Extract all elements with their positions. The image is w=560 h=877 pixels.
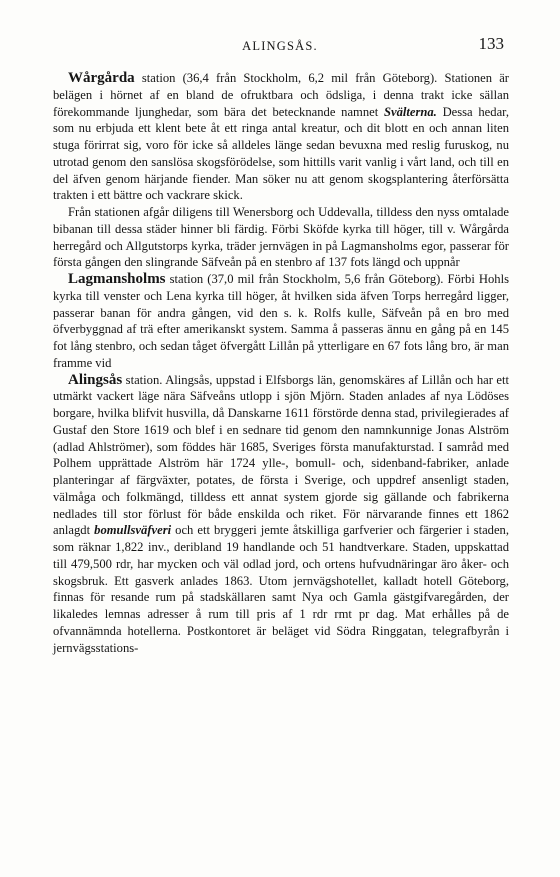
paragraph-text: och ett bryggeri jemte åtskilliga garfverier och färgerier i staden, som räknar 1,822 inv., deribland 19 handlande och 51 handtverkare. Staden, uppskattad till 479,500 rdr, har mycken och väl odlad jord, och ortens hufvudnäringar äro åker- och skogsbruk. Ett gasverk anlades 1863. Utom jernvägshotellet, kalladt hotell Göteborg, finnas för resande rum på stadskällaren samt Nya och Gamla gästgifvaregården, der likaledes lemnas adresser å rum till pris af 1 rdr rmt pr dag. Mat erhålles på de ofvannämnda hotellerna. Postkontoret är beläget vid Södra Ringgatan, telegrafbyrån i jernvägsstations-: [53, 523, 509, 655]
paragraph: [53, 70, 509, 204]
page-number: 133: [478, 34, 504, 53]
paragraph-text: station. Alingsås, uppstad i Elfsborgs län, genomskäres af Lillån och har ett utmärkt vackert läge nära Säfveåns utlopp i sjön Mjörn. Staden anlades af nya Lödöses borgare, hvilka blifvit husvilla, då Danskarne 1611 förstörde denna stad, privilegierades af Gustaf den Store 1619 och blef i en sednare tid genom den namnkunnige Jonas Alström (adlad Ahlströmer), som föddes här 1685, Sveriges första manufakturstad. I samråd med Polhem upprättade Alström här 1724 ylle-, bomull- och, sidenband-fabriker, anlade planteringar af färgväxter, potates, de första i Sverige, och uppdref ansenligt staden, välmåga och folkmängd, tilldess ett annat system gjorde sig gällande och fabrikerna nedlades till stor förlust för både enskilda och riket. För närvarande finnes ett 1862 anlagdt: [53, 372, 509, 538]
paragraph-text: station (36,4 från Stockholm, 6,2 mil från Göteborg). Stationen är belägen i hörnet af en bland de ofruktbara och ödsliga, i denna trakt icke sällan förekommande ljunghedar, som bära det betecknande namnet: [53, 71, 509, 119]
page-body: [53, 70, 509, 656]
station-name: Lagmansholms: [68, 271, 166, 287]
station-name: Wårgårda: [68, 70, 135, 86]
page-header: [52, 34, 508, 56]
paragraph: [53, 271, 509, 372]
paragraph-text: station (37,0 mil från Stockholm, 5,6 från Göteborg). Förbi Hohls kyrka till venster och Lena kyrka till höger, åt hvilken sida äfven Torps herregård ligger, passerar banan för andra gången, vid den s. k. Rolfs kulle, Säfveån på en bro med öfverbyggnad af trä efter amerikanskt system. Samma å passeras ännu en gång på en 145 fot lång stenbro, och sedan tåget öfvergått Lillån på ytterligare en 67 fots lång bro, är man framme vid: [53, 272, 509, 370]
emphasized-term: Svälterna.: [383, 104, 437, 119]
paragraph-text: Från stationen afgår diligens till Wenersborg och Uddevalla, tilldess den nyss omtalade bibanan till dessa städer hinner bli färdig. Förbi Sköfde kyrka till höger, till v. Wårgårda herregård och Allgutstorps kyrka, träder jernvägen in på Lagmansholms egor, passerar för första gången den slingrande Säfveån på en stenbro af 137 fots längd och uppnår: [53, 205, 509, 270]
station-name: Alingsås: [68, 371, 123, 388]
paragraph: [53, 204, 509, 271]
emphasized-term: bomullsväfveri: [94, 523, 172, 538]
paragraph-text: Dessa hedar, som nu erbjuda ett klent bete åt ett ringa antal kreatur, och dit blott en och annan liten stuga förirrat sig, voro för icke så alldeles länge sedan bevuxna med reslig furuskog, nu utrotad genom den sanslösa skogsförödelse, som hittills varit vanlig i vårt land, och till en del äfven genom härjande fiender. Man söker nu att genom skogsplantering återförsätta trakten i ett bättre och vackrare skick.: [53, 104, 509, 203]
paragraph: [53, 372, 509, 657]
running-title: ALINGSÅS.: [242, 39, 318, 53]
